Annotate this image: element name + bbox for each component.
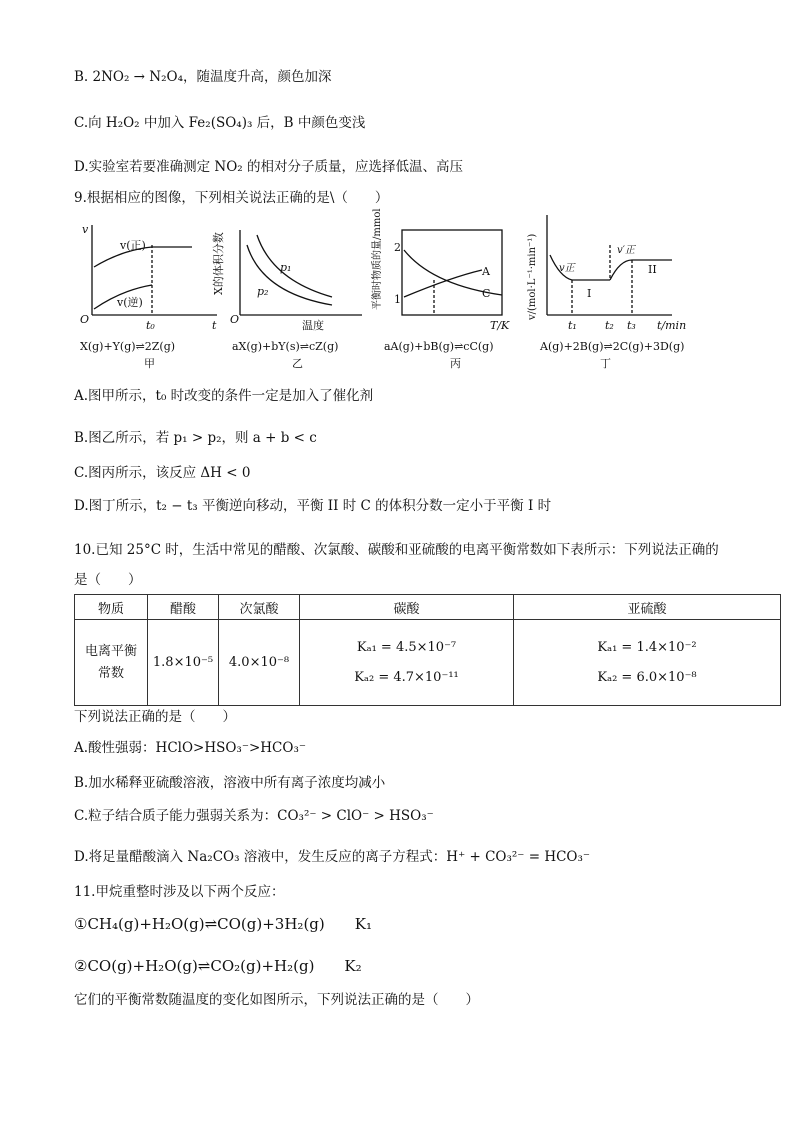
jia-equation: X(g)+Y(g)⇌2Z(g)	[80, 340, 176, 353]
bing-y-label: 平衡时物质的量/mmol	[372, 208, 383, 310]
question-10-line1: 10.已知 25°C 时，生活中常见的醋酸、次氯酸、碳酸和亚硫酸的电离平衡常数如下表所示：下列说法正确的	[74, 542, 719, 558]
reaction-1: ①CH₄(g)+H₂O(g)⇌CO(g)+3H₂(g) K₁	[74, 915, 372, 933]
jia-fwd-label: v(正)	[120, 239, 146, 252]
yi-p1: p₁	[280, 261, 292, 274]
jia-origin: O	[80, 313, 90, 326]
option-9d: D.图丁所示，t₂ − t₃ 平衡逆向移动，平衡 II 时 C 的体积分数一定小于平衡 I 时	[74, 498, 552, 514]
sulfurous-ka1: Kₐ₁ = 1.4×10⁻²	[597, 639, 697, 655]
bing-c-label: C	[482, 287, 491, 300]
bing-equation: aA(g)+bB(g)⇌cC(g)	[384, 340, 494, 353]
question-11: 11.甲烷重整时涉及以下两个反应：	[74, 884, 285, 900]
option-8d: D.实验室若要准确测定 NO₂ 的相对分子质量，应选择低温、高压	[74, 159, 464, 175]
yi-name: 乙	[292, 357, 303, 370]
option-10d: D.将足量醋酸滴入 Na₂CO₃ 溶液中，发生反应的离子方程式：H⁺ + CO₃²⁻ = HCO₃⁻	[74, 849, 591, 865]
header-substance: 物质	[75, 595, 148, 620]
ding-region-2: II	[648, 263, 657, 276]
option-9c: C.图丙所示，该反应 ΔH < 0	[74, 465, 251, 481]
ding-vfwd2: v′正	[617, 245, 635, 256]
sulfurous-ka2: Kₐ₂ = 6.0×10⁻⁸	[597, 669, 697, 685]
ding-t3: t₃	[627, 319, 636, 332]
question-11-prompt: 它们的平衡常数随温度的变化如图所示，下列说法正确的是（ ）	[74, 992, 479, 1008]
bing-name: 丙	[450, 357, 461, 370]
option-10c: C.粒子结合质子能力强弱关系为：CO₃²⁻ > ClO⁻ > HSO₃⁻	[74, 808, 434, 824]
ding-y-label: v/(mol·L⁻¹·min⁻¹)	[527, 233, 538, 320]
ding-vfwd: v正	[559, 263, 575, 274]
header-carbonic: 碳酸	[300, 595, 514, 620]
ding-t2: t₂	[605, 319, 614, 332]
header-sulfurous: 亚硫酸	[514, 595, 781, 620]
cell-carbonic	[300, 620, 514, 706]
jia-x-label: t	[212, 319, 217, 332]
graphs-svg	[72, 205, 722, 375]
bing-tick-2: 2	[394, 241, 401, 254]
ding-x-label: t/min	[657, 319, 687, 332]
option-10b: B.加水稀释亚硫酸溶液，溶液中所有离子浓度均减小	[74, 775, 386, 791]
bing-a-label: A	[482, 265, 490, 278]
yi-y-label: X的体积分数	[212, 232, 225, 295]
cell-acetic: 1.8×10⁻⁵	[148, 620, 219, 706]
reaction-2: ②CO(g)+H₂O(g)⇌CO₂(g)+H₂(g) K₂	[74, 957, 362, 975]
option-8b: B. 2NO₂ → N₂O₄，随温度升高，颜色加深	[74, 69, 332, 85]
question-10-line2: 是（ ）	[74, 572, 142, 588]
bing-x-label: T/K	[490, 319, 510, 332]
yi-p2: p₂	[257, 285, 269, 298]
option-8c: C.向 H₂O₂ 中加入 Fe₂(SO₄)₃ 后，B 中颜色变浅	[74, 115, 366, 131]
jia-rev-label: v(逆)	[117, 296, 143, 309]
option-10a: A.酸性强弱：HClO>HSO₃⁻>HCO₃⁻	[74, 740, 306, 756]
cell-sulfurous	[514, 620, 781, 706]
carbonic-ka1: Kₐ₁ = 4.5×10⁻⁷	[356, 639, 457, 655]
constants-table	[74, 594, 781, 706]
ding-name: 丁	[600, 357, 611, 370]
jia-t0: t₀	[146, 319, 155, 332]
figure-panel	[72, 205, 722, 375]
jia-y-label: v	[82, 223, 89, 236]
yi-origin: O	[230, 313, 240, 326]
option-9b: B.图乙所示，若 p₁ > p₂，则 a + b < c	[74, 430, 317, 446]
bing-tick-1: 1	[394, 293, 401, 306]
carbonic-ka2: Kₐ₂ = 4.7×10⁻¹¹	[354, 669, 459, 685]
cell-hclo: 4.0×10⁻⁸	[219, 620, 300, 706]
header-acetic: 醋酸	[148, 595, 219, 620]
yi-equation: aX(g)+bY(s)⇌cZ(g)	[232, 340, 339, 353]
option-9a: A.图甲所示，t₀ 时改变的条件一定是加入了催化剂	[74, 388, 374, 404]
question-9: 9.根据相应的图像，下列相关说法正确的是\（ ）	[74, 190, 389, 206]
header-hclo: 次氯酸	[219, 595, 300, 620]
ding-t1: t₁	[568, 319, 577, 332]
ding-equation: A(g)+2B(g)⇌2C(g)+3D(g)	[540, 340, 685, 353]
jia-name: 甲	[144, 357, 155, 370]
question-10-prompt: 下列说法正确的是（ ）	[74, 709, 236, 725]
row-label: 电离平衡常数	[75, 620, 148, 706]
yi-x-label: 温度	[302, 319, 324, 332]
ding-region-1: I	[587, 287, 592, 300]
